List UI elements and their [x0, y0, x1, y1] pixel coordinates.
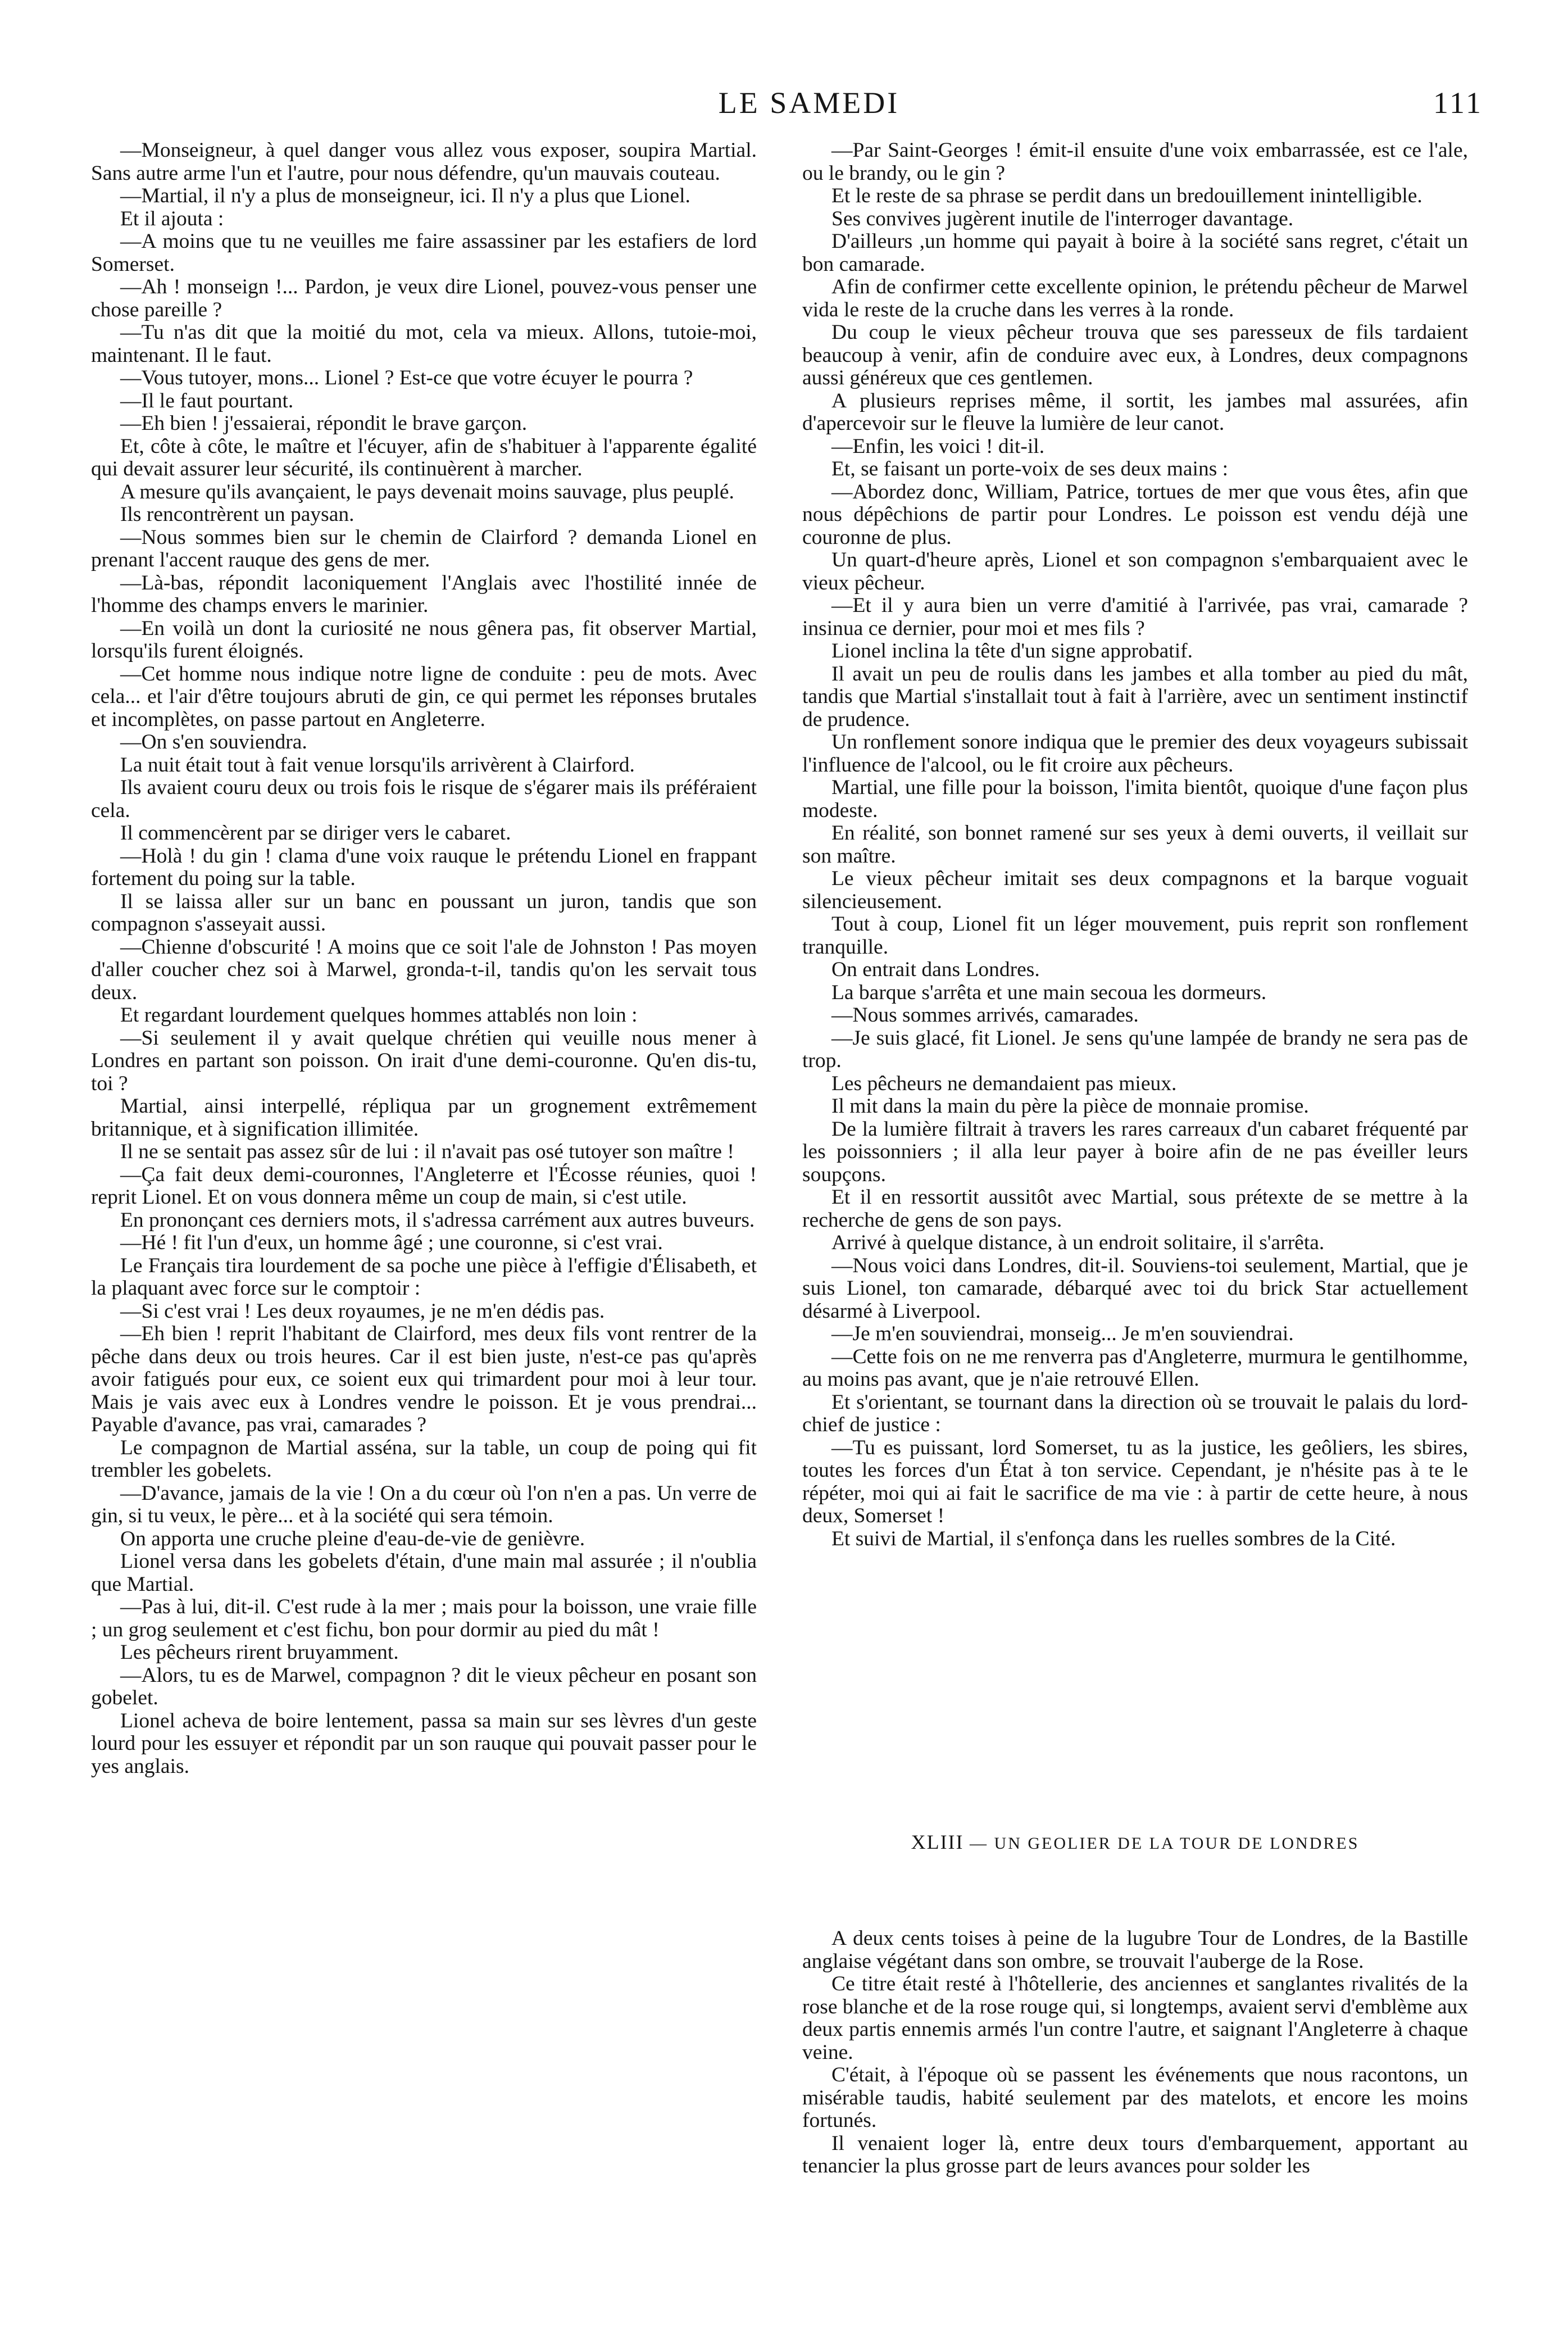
- paragraph: —A moins que tu ne veuilles me faire assassiner par les estafiers de lord Somerset.: [91, 230, 757, 276]
- paragraph: Arrivé à quelque distance, à un endroit solitaire, il s'arrêta.: [831, 1231, 1325, 1254]
- paragraph: —Nous sommes arrivés, camarades.: [831, 1004, 1139, 1027]
- paragraph: A mesure qu'ils avançaient, le pays devenait moins sauvage, plus peuplé.: [120, 480, 734, 503]
- right-text-column-continued: [802, 1927, 1468, 2178]
- paragraph: Lionel versa dans les gobelets d'étain, d'une main mal assurée ; il n'oublia que Martial.: [91, 1550, 757, 1596]
- paragraph: La barque s'arrêta et une main secoua les dormeurs.: [831, 981, 1267, 1004]
- paragraph: Il commencèrent par se diriger vers le cabaret.: [120, 822, 511, 845]
- paragraph: On apporta une cruche pleine d'eau-de-vie de genièvre.: [120, 1527, 585, 1550]
- paragraph: Et le reste de sa phrase se perdit dans un bredouillement inintelligible.: [831, 184, 1422, 207]
- page-header: [135, 83, 1483, 128]
- paragraph: —Ah ! monseign !... Pardon, je veux dire Lionel, pouvez-vous penser une chose pareille ?: [91, 275, 757, 321]
- paragraph: Et, côte à côte, le maître et l'écuyer, afin de s'habituer à l'apparente égalité qui devait assurer leur sécurité, ils continuèrent à marcher.: [91, 434, 757, 480]
- publication-title: LE SAMEDI: [718, 86, 900, 120]
- paragraph: A deux cents toises à peine de la lugubre Tour de Londres, de la Bastille anglaise végétant dans son ombre, se trouvait l'auberge de la Rose.: [802, 1927, 1468, 1973]
- paragraph: —Et il y aura bien un verre d'amitié à l'arrivée, pas vrai, camarade ? insinua ce dernier, pour moi et mes fils ?: [802, 594, 1468, 640]
- paragraph: Martial, ainsi interpellé, répliqua par un grognement extrêmement britannique, et à signification illimitée.: [91, 1095, 757, 1141]
- paragraph: —Là-bas, répondit laconiquement l'Anglais avec l'hostilité innée de l'homme des champs envers le marinier.: [91, 571, 757, 617]
- paragraph: —En voilà un dont la curiosité ne nous gênera pas, fit observer Martial, lorsqu'ils furent éloignés.: [91, 616, 757, 663]
- paragraph: Martial, une fille pour la boisson, l'imita bientôt, quoique d'une façon plus modeste.: [802, 776, 1468, 822]
- paragraph: De la lumière filtrait à travers les rares carreaux d'un cabaret fréquenté par les poissonniers ; il alla leur payer à boire afin de ne pas éveiller leurs soupçons.: [802, 1117, 1468, 1186]
- paragraph: La nuit était tout à fait venue lorsqu'ils arrivèrent à Clairford.: [120, 753, 635, 777]
- paragraph: Lionel inclina la tête d'un signe approbatif.: [831, 639, 1193, 663]
- paragraph: Afin de confirmer cette excellente opinion, le prétendu pêcheur de Marwel vida le reste de la cruche dans les verres à la ronde.: [802, 275, 1468, 321]
- paragraph: Lionel acheva de boire lentement, passa sa main sur ses lèvres d'un geste lourd pour les essuyer et répondit par un son rauque qui pouvait passer pour le yes anglais.: [91, 1709, 757, 1778]
- paragraph: —Si seulement il y avait quelque chrétien qui veuille nous mener à Londres en partant son poisson. On irait d'une demi-couronne. Qu'en dis-tu, toi ?: [91, 1026, 757, 1095]
- paragraph: —Enfin, les voici ! dit-il.: [831, 434, 1045, 458]
- paragraph: —On s'en souviendra.: [120, 731, 307, 754]
- paragraph: —Tu n'as dit que la moitié du mot, cela va mieux. Allons, tutoie-moi, maintenant. Il le faut.: [91, 321, 757, 367]
- paragraph: —Vous tutoyer, mons... Lionel ? Est-ce que votre écuyer le pourra ?: [120, 366, 693, 389]
- paragraph: —D'avance, jamais de la vie ! On a du cœur où l'on n'en a pas. Un verre de gin, si tu veux, le père... et à la société qui sera témoin.: [91, 1481, 757, 1527]
- paragraph: —Holà ! du gin ! clama d'une voix rauque le prétendu Lionel en frappant fortement du poing sur la table.: [91, 844, 757, 890]
- paragraph: —Chienne d'obscurité ! A moins que ce soit l'ale de Johnston ! Pas moyen d'aller coucher chez soi à Marwel, gronda-t-il, tandis qu'on les servait tous deux.: [91, 935, 757, 1004]
- paragraph: —Nous sommes bien sur le chemin de Clairford ? demanda Lionel en prenant l'accent rauque des gens de mer.: [91, 525, 757, 571]
- paragraph: —Nous voici dans Londres, dit-il. Souviens-toi seulement, Martial, que je suis Lionel, ton camarade, débarqué avec toi du brick Star actuellement désarmé à Liverpool.: [802, 1254, 1468, 1323]
- paragraph: Un ronflement sonore indiqua que le premier des deux voyageurs subissait l'influence de l'alcool, ou le fit croire aux pêcheurs.: [802, 731, 1468, 777]
- paragraph: —Eh bien ! j'essaierai, répondit le brave garçon.: [120, 412, 528, 435]
- paragraph: —Si c'est vrai ! Les deux royaumes, je ne m'en dédis pas.: [120, 1299, 605, 1323]
- paragraph: Du coup le vieux pêcheur trouva que ses paresseux de fils tardaient beaucoup à venir, afin de conduire avec eux, à Londres, deux compagnons aussi généreux que ces gentlemen.: [802, 321, 1468, 389]
- paragraph: Ils avaient couru deux ou trois fois le risque de s'égarer mais ils préféraient cela.: [91, 776, 757, 822]
- paragraph: Les pêcheurs rirent bruyamment.: [120, 1641, 399, 1664]
- paragraph: —Il le faut pourtant.: [120, 389, 294, 412]
- paragraph: —Cette fois on ne me renverra pas d'Angleterre, murmura le gentilhomme, au moins pas avant, que je n'aie retrouvé Ellen.: [802, 1345, 1468, 1391]
- paragraph: —Hé ! fit l'un d'eux, un homme âgé ; une couronne, si c'est vrai.: [120, 1231, 663, 1254]
- right-text-column: [802, 139, 1468, 1550]
- paragraph: A plusieurs reprises même, il sortit, les jambes mal assurées, afin d'apercevoir sur le fleuve la lumière de leur canot.: [802, 389, 1468, 435]
- paragraph: On entrait dans Londres.: [831, 958, 1040, 981]
- paragraph: —Alors, tu es de Marwel, compagnon ? dit le vieux pêcheur en posant son gobelet.: [91, 1663, 757, 1709]
- paragraph: En réalité, son bonnet ramené sur ses yeux à demi ouverts, il veillait sur son maître.: [802, 822, 1468, 868]
- chapter-heading: [802, 1831, 1468, 1855]
- page-number: 111: [1433, 86, 1483, 120]
- paragraph: —Monseigneur, à quel danger vous allez vous exposer, soupira Martial. Sans autre arme l'un et l'autre, pour nous défendre, qu'un mauvais couteau.: [91, 139, 757, 185]
- paragraph: —Par Saint-Georges ! émit-il ensuite d'une voix embarrassée, est ce l'ale, ou le brandy, ou le gin ?: [802, 139, 1468, 185]
- paragraph: —Eh bien ! reprit l'habitant de Clairford, mes deux fils vont rentrer de la pêche dans deux ou trois heures. Car il est bien juste, n'est-ce pas qu'après avoir fatigués pour eux, ce soient eux qui trimardent pour moi à leur tour. Mais je vais avec eux à Londres vendre le poisson. Et je vous prendrai... Payable d'avance, pas vrai, camarades ?: [91, 1322, 757, 1436]
- chapter-title: — UN GEOLIER DE LA TOUR DE LONDRES: [970, 1834, 1360, 1853]
- paragraph: —Pas à lui, dit-il. C'est rude à la mer ; mais pour la boisson, une vraie fille ; un grog seulement et c'est fichu, bon pour dormir au pied du mât !: [91, 1595, 757, 1641]
- left-text-column: [91, 139, 757, 1778]
- paragraph: Les pêcheurs ne demandaient pas mieux.: [831, 1072, 1177, 1095]
- paragraph: Il ne se sentait pas assez sûr de lui : il n'avait pas osé tutoyer son maître !: [120, 1140, 734, 1163]
- paragraph: Et il ajouta :: [120, 207, 224, 230]
- paragraph: En prononçant ces derniers mots, il s'adressa carrément aux autres buveurs.: [120, 1208, 755, 1232]
- paragraph: Il se laissa aller sur un banc en poussant un juron, tandis que son compagnon s'asseyait aussi.: [91, 890, 757, 936]
- paragraph: Le vieux pêcheur imitait ses deux compagnons et la barque voguait silencieusement.: [802, 867, 1468, 913]
- paragraph: Ils rencontrèrent un paysan.: [120, 503, 354, 526]
- paragraph: Et il en ressortit aussitôt avec Martial, sous prétexte de se mettre à la recherche de gens de son pays.: [802, 1186, 1468, 1232]
- paragraph: —Martial, il n'y a plus de monseigneur, ici. Il n'y a plus que Lionel.: [120, 184, 690, 207]
- paragraph: Et, se faisant un porte-voix de ses deux mains :: [831, 457, 1229, 480]
- paragraph: Ce titre était resté à l'hôtellerie, des anciennes et sanglantes rivalités de la rose blanche et de la rose rouge qui, si longtemps, avaient servi d'emblème aux deux partis ennemis armés l'un contre l'autre, et saignant l'Angleterre à chaque veine.: [802, 1972, 1468, 2064]
- paragraph: —Tu es puissant, lord Somerset, tu as la justice, les geôliers, les sbires, toutes les forces d'un État à ton service. Cependant, je n'hésite pas à te le répéter, moi qui ai fait le sacrifice de ma vie : à partir de cette heure, à nous deux, Somerset !: [802, 1436, 1468, 1527]
- paragraph: —Je m'en souviendrai, monseig... Je m'en souviendrai.: [831, 1322, 1294, 1345]
- paragraph: D'ailleurs ,un homme qui payait à boire à la société sans regret, c'était un bon camarade.: [802, 230, 1468, 276]
- paragraph: —Abordez donc, William, Patrice, tortues de mer que vous êtes, afin que nous dépêchions de partir pour Londres. Le poisson est vendu déjà une couronne de plus.: [802, 480, 1468, 549]
- chapter-number: XLIII: [911, 1831, 964, 1853]
- paragraph: Il venaient loger là, entre deux tours d'embarquement, apportant au tenancier la plus grosse part de leurs avances pour solder les: [802, 2131, 1468, 2177]
- paragraph: Le Français tira lourdement de sa poche une pièce à l'effigie d'Élisabeth, et la plaquant avec force sur le comptoir :: [91, 1254, 757, 1300]
- paragraph: Ses convives jugèrent inutile de l'interroger davantage.: [831, 207, 1294, 230]
- paragraph: —Cet homme nous indique notre ligne de conduite : peu de mots. Avec cela... et l'air d'être toujours abruti de gin, ce qui permet les réponses brutales et incomplètes, on passe partout en Angleterre.: [91, 662, 757, 731]
- paragraph: —Ça fait deux demi-couronnes, l'Angleterre et l'Écosse réunies, quoi ! reprit Lionel. Et on vous donnera même un coup de main, si c'est utile.: [91, 1163, 757, 1209]
- paragraph: Il mit dans la main du père la pièce de monnaie promise.: [831, 1095, 1309, 1118]
- paragraph: C'était, à l'époque où se passent les événements que nous racontons, un misérable taudis, habité seulement par des matelots, et encore les moins fortunés.: [802, 2063, 1468, 2132]
- paragraph: Un quart-d'heure après, Lionel et son compagnon s'embarquaient avec le vieux pêcheur.: [802, 548, 1468, 595]
- paragraph: Et s'orientant, se tournant dans la direction où se trouvait le palais du lord-chief de justice :: [802, 1390, 1468, 1436]
- paragraph: Et regardant lourdement quelques hommes attablés non loin :: [120, 1004, 638, 1027]
- paragraph: Le compagnon de Martial asséna, sur la table, un coup de poing qui fit trembler les gobelets.: [91, 1436, 757, 1482]
- paragraph: Tout à coup, Lionel fit un léger mouvement, puis reprit son ronflement tranquille.: [802, 913, 1468, 959]
- paragraph: Il avait un peu de roulis dans les jambes et alla tomber au pied du mât, tandis que Martial s'installait tout à fait à l'arrière, avec un sentiment instinctif de prudence.: [802, 662, 1468, 731]
- paragraph: Et suivi de Martial, il s'enfonça dans les ruelles sombres de la Cité.: [831, 1527, 1396, 1550]
- paragraph: —Je suis glacé, fit Lionel. Je sens qu'une lampée de brandy ne sera pas de trop.: [802, 1026, 1468, 1072]
